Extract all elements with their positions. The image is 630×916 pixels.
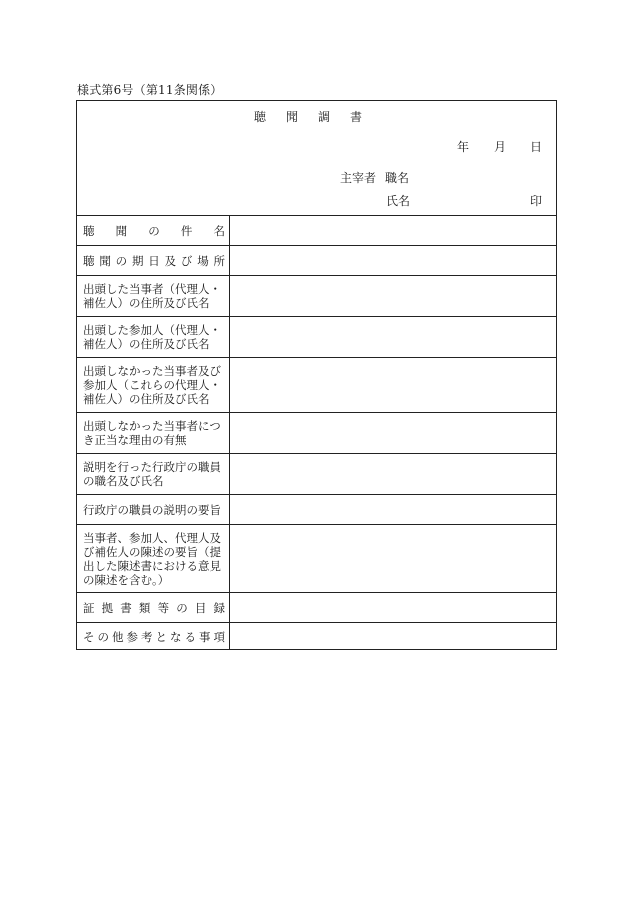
table-row [77,316,556,357]
row-label [77,246,230,275]
label-char: 日 [148,253,160,268]
row-value-field[interactable] [230,623,556,650]
title-char: 聴 [254,110,287,124]
record-table [77,215,556,650]
label-char: そ [83,629,95,644]
label-char: 類 [138,600,151,615]
label-char: の [176,600,188,615]
row-label-text: 出頭した参加人（代理人・補佐人）の住所及び氏名 [83,323,221,351]
row-label [77,593,230,622]
form-number-label: 様式第6号（第11条関係） [77,83,223,97]
date-year: 年 [457,140,470,154]
label-char: 証 [83,600,95,615]
label-char: と [155,629,167,644]
table-row [77,453,556,494]
row-value-field[interactable] [230,413,556,453]
label-char: の [115,253,128,268]
row-label-text: 当事者、参加人、代理人及び補佐人の陳述の要旨（提出した陳述書における意見の陳述を含む。） [83,530,221,587]
form-header [77,101,556,215]
table-row [77,275,556,316]
row-label [77,413,230,453]
presider-post-line [340,170,409,186]
label-char: な [170,629,182,644]
row-label [77,317,230,357]
row-label-text: 出頭しなかった当事者につき正当な理由の有無 [83,419,221,447]
label-char: 所 [213,253,225,268]
post-label: 職名 [385,171,410,185]
label-char: 録 [213,600,225,615]
row-value-field[interactable] [230,246,556,275]
label-char: 聴 [83,223,95,238]
row-value-field[interactable] [230,317,556,357]
label-char: る [184,629,196,644]
label-char: 聴 [83,253,95,268]
row-label [77,454,230,494]
label-char: 他 [112,629,124,644]
row-value-field[interactable] [230,216,556,245]
row-label-text [83,601,225,615]
table-row [77,524,556,592]
document-title [254,109,382,125]
table-row [77,357,556,412]
label-char: 聞 [99,253,111,268]
seal-mark: 印 [530,194,543,208]
row-label [77,525,230,592]
label-char: 件 [180,223,193,238]
table-row [77,622,556,650]
row-value-field[interactable] [230,593,556,622]
label-char: の [148,223,160,238]
label-char: 項 [213,629,225,644]
date-month: 月 [494,140,507,154]
table-row [77,215,556,245]
presider-role: 主宰者 [340,171,377,185]
row-label-text: 行政庁の職員の説明の要旨 [83,502,221,517]
label-char: の [97,629,109,644]
label-char: 場 [197,253,209,268]
label-char: 名 [213,223,225,238]
label-char: 事 [199,629,211,644]
table-row [77,245,556,275]
table-row [77,592,556,622]
hearing-record-form [76,100,557,650]
label-char: 及 [164,253,177,268]
name-label: 氏名 [386,194,411,208]
label-char: 書 [120,600,132,615]
title-char: 書 [350,110,383,124]
row-value-field[interactable] [230,358,556,412]
row-label-text [83,630,225,644]
label-char: 等 [157,600,170,615]
label-char: 考 [141,629,153,644]
label-char: 参 [126,629,138,644]
row-value-field[interactable] [230,276,556,316]
row-label-text [83,254,225,268]
row-label [77,495,230,524]
label-char: 聞 [115,223,128,238]
title-char: 聞 [286,110,319,124]
row-label [77,358,230,412]
row-value-field[interactable] [230,454,556,494]
row-label-text: 説明を行った行政庁の職員の職名及び氏名 [83,460,221,488]
row-value-field[interactable] [230,495,556,524]
table-row [77,494,556,524]
table-row [77,412,556,453]
row-label-text: 出頭した当事者（代理人・補佐人）の住所及び氏名 [83,282,221,310]
label-char: び [180,253,193,268]
row-label [77,623,230,650]
row-value-field[interactable] [230,525,556,592]
title-char: 調 [318,110,351,124]
row-label [77,216,230,245]
label-char: 期 [131,253,144,268]
row-label-text [83,224,225,238]
row-label [77,276,230,316]
date-day: 日 [530,140,543,154]
label-char: 拠 [101,600,114,615]
label-char: 目 [194,600,207,615]
row-label-text: 出頭しなかった当事者及び参加人（これらの代理人・補佐人）の住所及び氏名 [83,364,221,406]
